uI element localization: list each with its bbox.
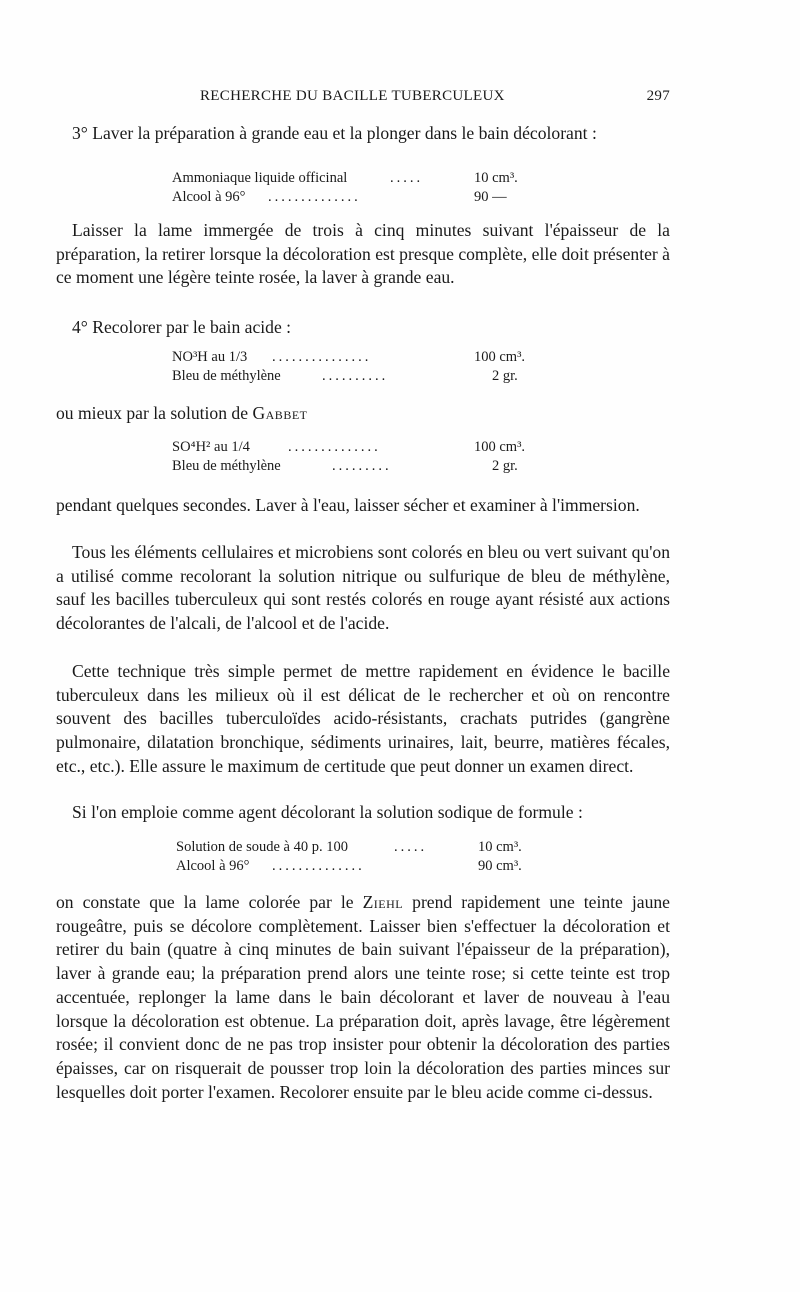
formula-line [172,169,562,188]
paragraph-final-rest: prend rapidement une teinte jaune rougeâtre, puis se décolore complètement. Laisser bien s'effectuer la décoloration et retirer du bain (quatre à cinq minutes de bain suivant l'épaisseur de la préparation), laver à grande eau; la préparation prend alors une teinte rose; si cette teinte est trop accentuée, replonger la lame dans le bain décolorant et laver de nouveau à l'eau lorsque la décoloration est obtenue. La préparation doit, après lavage, être légèrement rosée; il convient donc de ne pas trop insister pour obtenir la décoloration des parties épaisses, car on risquerait de pousser trop loin la décoloration des parties minces sur lesquelles doit porter l'examen. Recolorer ensuite par le bleu acide comme ci-dessus. [56,892,670,1102]
formula-label: Ammoniaque liquide officinal [172,170,348,186]
formula-nitric [172,348,562,386]
formula-label: SO⁴H² au 1/4 [172,439,250,455]
formula-line [172,348,562,367]
paragraph-step-4: 4° Recolorer par le bain acide : [72,317,292,337]
leader-dots: ..... [394,839,428,855]
leader-dots: .............. [268,189,361,205]
formula-label: NO³H au 1/3 [172,349,248,365]
formula-amount: 100 cm³. [474,349,526,365]
leader-dots: .............. [288,439,381,455]
paragraph-final [56,891,670,1104]
leader-dots: .......... [322,368,389,384]
author-name-gabbet: Gabbet [252,403,308,423]
leader-dots: ............... [272,349,372,365]
formula-line [172,457,562,476]
leader-dots: .............. [272,858,365,874]
paragraph-gabbet [56,402,670,426]
paragraph-wash: pendant quelques secondes. Laver à l'eau, laisser sécher et examiner à l'immersion. [56,495,640,515]
formula-ammoniacal [172,169,562,207]
formula-line [172,367,562,386]
formula-amount: 10 cm³. [478,839,522,855]
paragraph-final-start: on constate que la lame colorée par le [56,892,363,912]
paragraph-step-3: 3° Laver la préparation à grande eau et la plonger dans le bain décolorant : [72,123,597,143]
formula-amount: 90 cm³. [478,858,522,874]
paragraph-gabbet-text: ou mieux par la solution de [56,403,253,423]
running-title: RECHERCHE DU BACILLE TUBERCULEUX [200,88,505,104]
formula-amount: 10 cm³. [474,170,518,186]
paragraph-sodique: Si l'on emploie comme agent décolorant la solution sodique de formule : [72,802,583,822]
formula-label: Alcool à 96° [176,858,250,874]
formula-label: Bleu de méthylène [172,458,281,474]
page-number: 297 [646,88,670,104]
author-name-ziehl: Ziehl [362,892,404,912]
formula-sulfuric [172,438,562,476]
paragraph-technique: Cette technique très simple permet de mettre rapidement en évidence le bacille tuberculeux dans les milieux où il est délicat de le rechercher et où on rencontre souvent des bacilles tuberculoïdes acido-résistants, crachats putrides (gangrène pulmonaire, dilatation bronchique, sédiments urinaires, lait, beurre, matières fécales, etc., etc.). Elle assure le maximum de certitude que peut donner un examen direct. [56,661,670,776]
formula-label: Alcool à 96° [172,189,246,205]
running-header [200,88,670,112]
leader-dots: ..... [390,170,424,186]
formula-sodique [176,838,566,876]
formula-line [176,838,566,857]
formula-line [172,438,562,457]
leader-dots: ......... [332,458,392,474]
formula-amount: 90 — [474,189,507,205]
paragraph-immersion: Laisser la lame immergée de trois à cinq minutes suivant l'épaisseur de la préparation, la retirer lorsque la décoloration est presque complète, elle doit présenter à ce moment une légère teinte rosée, la laver à grande eau. [56,220,670,288]
formula-label: Solution de soude à 40 p. 100 [176,839,348,855]
formula-amount: 2 gr. [492,368,518,384]
formula-label: Bleu de méthylène [172,368,281,384]
formula-line [172,188,562,207]
formula-line [176,857,566,876]
formula-amount: 100 cm³. [474,439,526,455]
formula-amount: 2 gr. [492,458,518,474]
paragraph-elements: Tous les éléments cellulaires et microbiens sont colorés en bleu ou vert suivant qu'on a utilisé comme recolorant la solution nitrique ou sulfurique de bleu de méthylène, sauf les bacilles tuberculeux qui sont restés colorés en rouge ayant résisté aux actions décolorantes de l'alcali, de l'alcool et de l'acide. [56,542,670,634]
